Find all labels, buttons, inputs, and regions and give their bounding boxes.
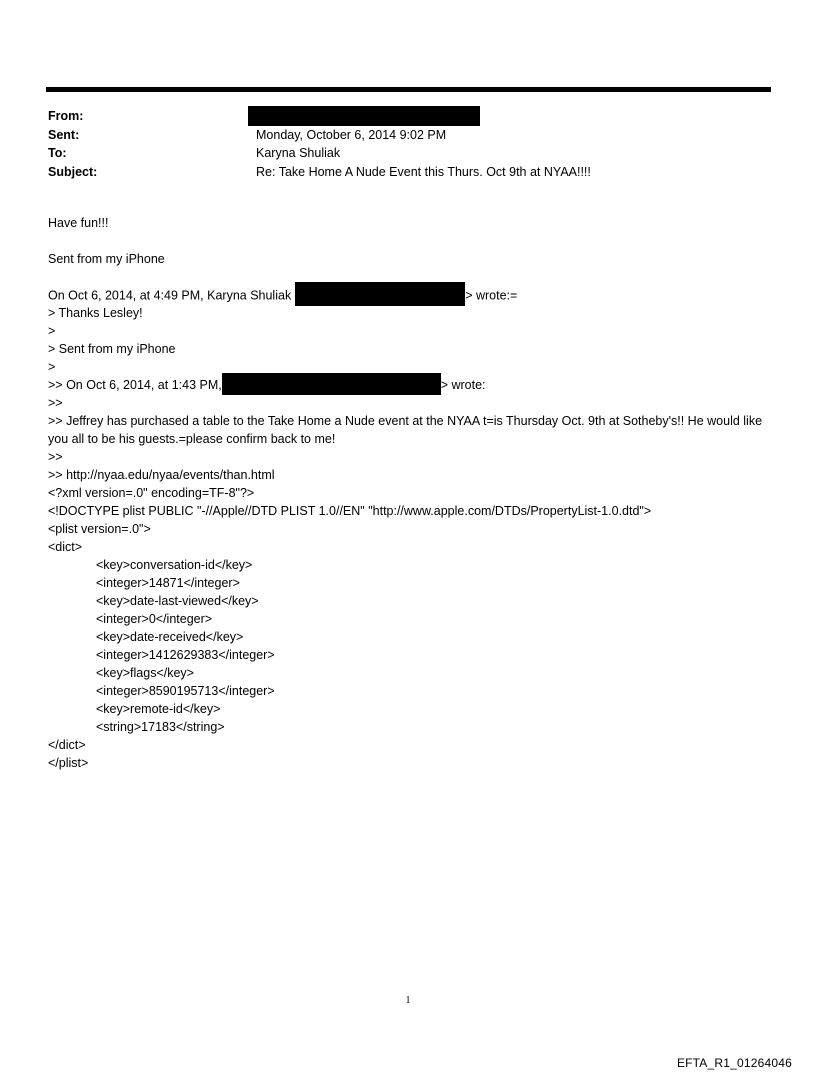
xml-line: </plist>: [48, 756, 89, 770]
quote-header-text: >> On Oct 6, 2014, at 1:43 PM,: [48, 378, 222, 392]
body-line: > Sent from my iPhone: [48, 342, 176, 356]
quote-header-line: [48, 286, 768, 304]
sent-value: Monday, October 6, 2014 9:02 PM: [256, 127, 447, 142]
page-number: 1: [405, 995, 411, 1006]
subject-row: [48, 163, 768, 182]
email-body: [48, 214, 768, 772]
xml-line: <dict>: [48, 540, 83, 554]
quote-header-suffix: > wrote:=: [465, 288, 518, 303]
from-label: From:: [48, 109, 84, 123]
subject-label: Subject:: [48, 164, 98, 179]
from-value: [256, 107, 768, 126]
subject-value: Re: Take Home A Nude Event this Thurs. Oct 9th at NYAA!!!!: [256, 164, 591, 179]
header-rule: [46, 87, 771, 92]
xml-line: <integer>8590195713</integer>: [96, 684, 275, 698]
xml-line: <!DOCTYPE plist PUBLIC "-//Apple//DTD PLIST 1.0//EN" "http://www.apple.com/DTDs/PropertyList-1.0.dtd">: [48, 504, 652, 518]
xml-line: <integer>0</integer>: [96, 612, 213, 626]
body-paragraph: >> Jeffrey has purchased a table to the Take Home a Nude event at the NYAA t=is Thursday Oct. 9th at Sotheby's!! He would like you all to be his guests.=please confirm back to me!: [48, 414, 763, 446]
body-line: >: [48, 324, 56, 338]
body-line: >: [48, 360, 56, 374]
body-line: Have fun!!!: [48, 216, 109, 230]
xml-line: <key>flags</key>: [96, 666, 194, 680]
xml-line: <plist version=.0">: [48, 522, 151, 536]
xml-line: <key>conversation-id</key>: [96, 558, 253, 572]
xml-line: <key>date-last-viewed</key>: [96, 594, 259, 608]
xml-line: <key>date-received</key>: [96, 630, 244, 644]
email-header: [48, 107, 768, 181]
xml-line: <string>17183</string>: [96, 720, 225, 734]
to-row: [48, 144, 768, 163]
to-value: Karyna Shuliak: [256, 146, 341, 160]
redaction-block: [295, 282, 465, 306]
bates-number: EFTA_R1_01264046: [676, 1056, 792, 1070]
quote-header-line: [48, 376, 768, 394]
from-row: [48, 107, 768, 126]
body-line: >>: [48, 450, 63, 464]
link-line: >> http://nyaa.edu/nyaa/events/than.html: [48, 468, 275, 482]
xml-line: </dict>: [48, 738, 86, 752]
sent-label: Sent:: [48, 127, 80, 142]
xml-line: <key>remote-id</key>: [96, 702, 221, 716]
redaction-block: [248, 106, 480, 126]
xml-line: <integer>14871</integer>: [96, 576, 240, 590]
body-line: > Thanks Lesley!: [48, 306, 143, 320]
xml-line: <?xml version=.0" encoding=TF-8"?>: [48, 486, 255, 500]
body-line: Sent from my iPhone: [48, 252, 165, 266]
quote-header-text: On Oct 6, 2014, at 4:49 PM, Karyna Shuliak: [48, 288, 292, 303]
redaction-block: [222, 373, 441, 395]
sent-row: [48, 126, 768, 145]
quote-header-suffix: > wrote:: [440, 378, 486, 392]
body-line: >>: [48, 396, 63, 410]
to-label: To:: [48, 146, 67, 160]
xml-line: <integer>1412629383</integer>: [96, 648, 275, 662]
